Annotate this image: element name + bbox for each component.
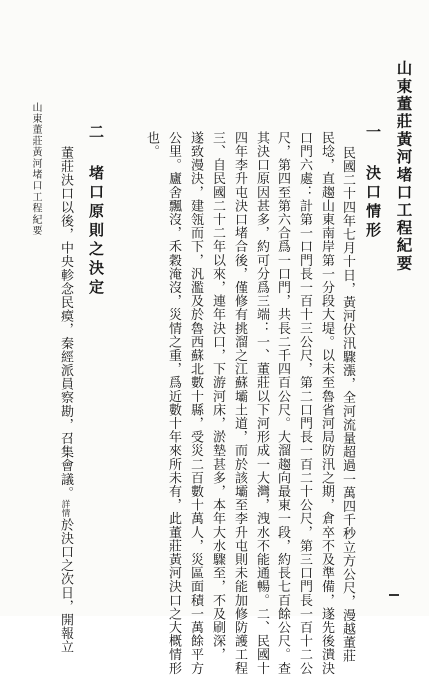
body-line: 三、自民國二十二年以來，連年決口，下游河床，淤墊甚多，本年大水驟至，不及刷深， — [210, 131, 225, 662]
body-line: 口門六處：計第一口門長一百十三公尺，第二口門長一百二十公尺，第三口門長一百十二公 — [297, 131, 312, 675]
body-line: 也。 — [144, 131, 159, 159]
margin-title: 山東董莊黃河堵口工程紀要 — [30, 102, 41, 237]
body-line: 遂致漫決，建瓴而下，汎濫及於魯西蘇北數十縣，受災二百數十萬人，災區面積一萬餘平方 — [188, 131, 203, 675]
body-line: 民埝，直趨山東南岸第一分段大堤。以未至魯省河局防汛之期，倉卒不及準備，遂先後潰決 — [319, 131, 334, 675]
document-title: 山東董莊黃河堵口工程紀要 — [394, 60, 414, 273]
body-line: 民國二十四年七月十日，黃河伏汛驟漲，全河流量超過一萬四千秒立方公尺，漫越董莊 — [340, 146, 355, 663]
section-2-title: 堵口原則之決定 — [87, 165, 105, 298]
inline-note: 詳情 — [60, 499, 70, 518]
section-1-title: 決口情形 — [364, 165, 382, 241]
section-2-number: 二 — [87, 124, 105, 143]
body-line — [59, 146, 72, 654]
body-line-text: 董莊決口以後，中央軫念民瘼，秦經派員察勘，召集會議。 — [58, 146, 73, 500]
page-number — [389, 594, 399, 596]
section-2-heading — [88, 124, 103, 298]
body-line: 四年李升屯決口堵合後，僅修有挑溜之江蘇壩土道，而於該壩至李升屯則未能加修防護工程 — [232, 131, 247, 675]
body-line: 其決口原因甚多，約可分爲三端：一、董莊以下河形成一大灣，洩水不能通暢。二、民國十 — [254, 131, 269, 675]
body-line: 尺，第四至第六合爲一口門，共長二千四百公尺。大溜趨向最東一段，約長七百餘公尺。查 — [275, 131, 290, 675]
section-1-number: 一 — [364, 124, 382, 143]
body-line: 公里。廬舍飄沒，禾穀淹沒，災情之重，爲近數十年來所未有，此董莊黃河決口之大概情形 — [166, 131, 181, 675]
section-1-heading — [365, 124, 380, 241]
body-line-text: 於決口之次日，開報立 — [58, 517, 73, 654]
